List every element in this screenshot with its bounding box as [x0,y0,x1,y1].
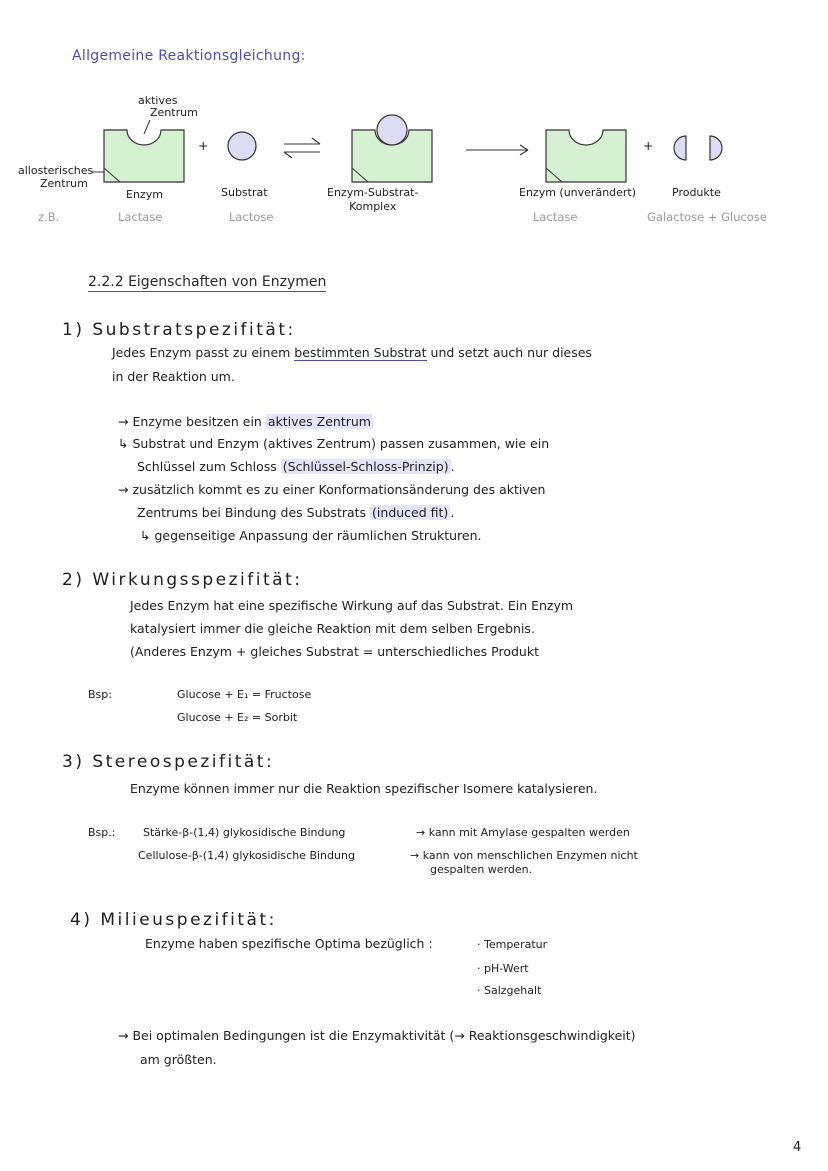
substrate-circle [228,132,256,160]
product-glucose [710,136,722,160]
products-label: Produkte [672,186,721,199]
example-enzyme-2: Lactase [533,210,578,224]
s3-example-1-result: → kann mit Amylase gespalten werden [416,826,630,839]
heading-stereo-specificity: 3) Stereospezifität: [62,752,275,772]
active-site-label: aktives Zentrum [138,94,198,119]
s1-bullet-2: ↳ Substrat und Enzym (aktives Zentrum) passen zusammen, wie ein [118,436,550,451]
example-products: Galactose + Glucose [647,210,767,224]
s1-bullet-4: ↳ gegenseitige Anpassung der räumlichen Strukturen. [140,528,482,543]
s1-bullet-3-cont: Zentrums bei Bindung des Substrats (induced fit) . [137,505,455,520]
s2-text-line-1: Jedes Enzym hat eine spezifische Wirkung auf das Substrat. Ein Enzym [130,598,574,613]
s3-example-2-result: → kann von menschlichen Enzymen nicht [410,849,638,862]
allosteric-site-label: allosterisches Zentrum [18,164,94,190]
heading-milieu-specificity: 4) Milieuspezifität: [70,910,277,930]
underline-specific-substrate: bestimmten Substrat [294,345,427,360]
s3-text-line-1: Enzyme können immer nur die Reaktion spezifischer Isomere katalysieren. [130,781,598,796]
highlight-lock-key: (Schlüssel-Schloss-Prinzip) [282,459,449,474]
section-title: 2.2.2 Eigenschaften von Enzymen [88,274,327,290]
return-arrow-icon: ↳ [140,528,151,543]
enzyme-shape [104,130,184,182]
plus-sign: + [643,138,654,153]
s4-item-temperature: · Temperatur [477,938,548,951]
highlight-active-site: aktives Zentrum [267,414,371,429]
s2-text-line-2: katalysiert immer die gleiche Reaktion mit dem selben Ergebnis. [130,621,535,636]
enzyme-unchanged-label: Enzym (unverändert) [519,186,637,199]
heading-effect-specificity: 2) Wirkungsspezifität: [62,570,303,590]
highlight-induced-fit: (induced fit) [372,505,449,520]
product-galactose [674,136,686,160]
s3-example-1: Stärke-β-(1,4) glykosidische Bindung [143,826,346,839]
arrow-icon: → [118,414,129,429]
return-arrow-icon: ↳ [118,436,129,451]
arrow-icon: → [118,1028,129,1043]
s1-text-line-2: in der Reaktion um. [112,369,235,384]
s1-text-line-1: Jedes Enzym passt zu einem bestimmten Substrat und setzt auch nur dieses [112,345,592,360]
example-enzyme: Lactase [118,210,163,224]
s4-item-salt: · Salzgehalt [477,984,542,997]
s2-text-line-3: (Anderes Enzym + gleiches Substrat = unterschiedliches Produkt [130,644,539,659]
s3-example-2: Cellulose-β-(1,4) glykosidische Bindung [138,849,355,862]
s1-bullet-1: → Enzyme besitzen ein aktives Zentrum [118,414,371,429]
plus-sign: + [198,138,209,153]
example-prefix: z.B. [38,210,60,224]
s2-example-1: Glucose + E₁ = Fructose [177,688,312,701]
reaction-equation-title: Allgemeine Reaktionsgleichung: [72,48,306,64]
s4-conclusion-line-1: → Bei optimalen Bedingungen ist die Enzymaktivität (→ Reaktionsgeschwindigkeit) [118,1028,636,1043]
example-substrate: Lactose [229,210,274,224]
arrow-icon: → [118,482,129,497]
s4-item-ph: · pH-Wert [477,962,529,975]
s4-text-line-1: Enzyme haben spezifische Optima bezüglich : [145,936,433,951]
s3-example-label: Bsp.: [88,826,116,839]
substrate-label: Substrat [221,186,268,199]
page-number: 4 [793,1140,802,1155]
s3-example-2-result-cont: gespalten werden. [430,863,533,876]
s2-example-2: Glucose + E₂ = Sorbit [177,711,298,724]
s1-bullet-2-cont: Schlüssel zum Schloss (Schlüssel-Schloss-Prinzip) . [137,459,455,474]
enzyme-label: Enzym [126,188,163,201]
active-site-pointer [144,120,150,134]
enzyme-unchanged-shape [546,130,626,182]
s2-example-label: Bsp: [88,688,112,701]
complex-substrate-circle [377,115,407,145]
s1-bullet-3: → zusätzlich kommt es zu einer Konformationsänderung des aktiven [118,482,546,497]
complex-label: Enzym-Substrat- Komplex [327,186,419,213]
s4-conclusion-line-2: am größten. [140,1052,217,1067]
heading-substrate-specificity: 1) Substratspezifität: [62,320,296,340]
